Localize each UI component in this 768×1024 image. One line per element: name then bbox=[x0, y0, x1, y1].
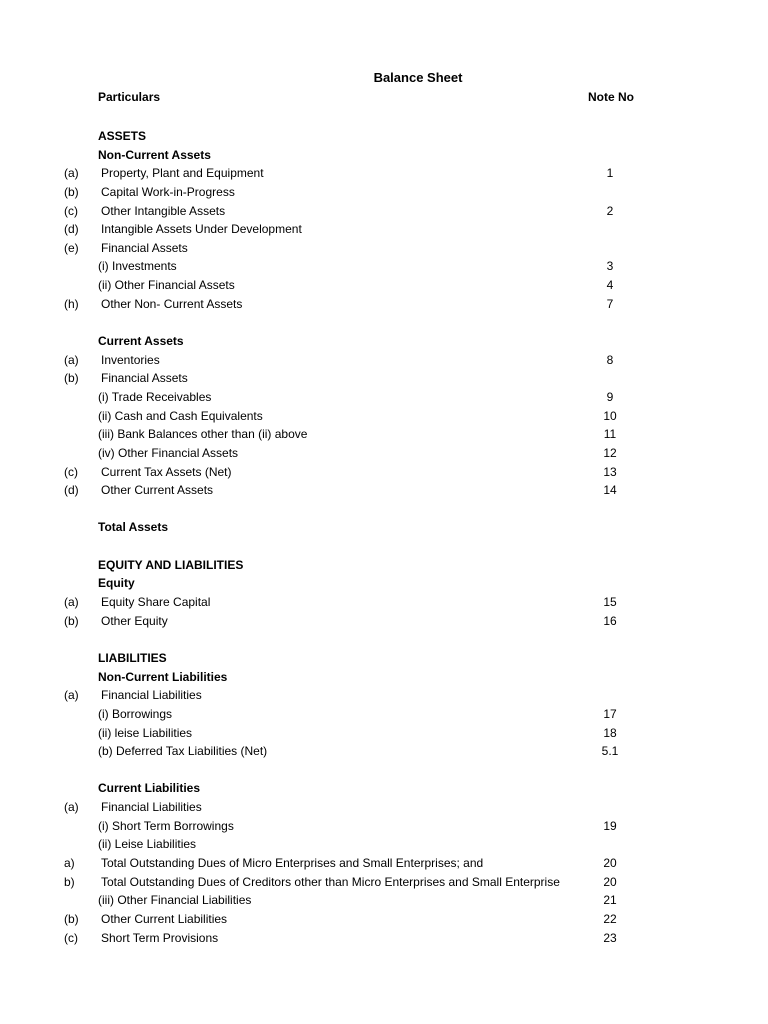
balance-sheet-row bbox=[0, 612, 768, 631]
row-particulars-label: (i) Short Term Borrowings bbox=[98, 818, 234, 833]
row-item-marker: (e) bbox=[64, 240, 79, 255]
row-item-marker: b) bbox=[64, 874, 75, 889]
row-particulars-label: Financial Liabilities bbox=[101, 688, 202, 703]
row-item-marker: (a) bbox=[64, 595, 79, 610]
balance-sheet-row bbox=[0, 668, 768, 687]
row-particulars-label: Financial Assets bbox=[101, 371, 188, 386]
row-particulars-label: Non-Current Assets bbox=[98, 147, 211, 162]
row-note-number: 5.1 bbox=[601, 744, 619, 759]
row-particulars-label: Equity Share Capital bbox=[101, 595, 211, 610]
balance-sheet-row bbox=[0, 295, 768, 314]
row-particulars-label: Other Equity bbox=[101, 613, 168, 628]
balance-sheet-row bbox=[0, 891, 768, 910]
balance-sheet-row bbox=[0, 425, 768, 444]
row-particulars-label: Total Outstanding Dues of Creditors other than Micro Enterprises and Small Enterprise bbox=[101, 874, 560, 889]
balance-sheet-row bbox=[0, 239, 768, 258]
row-particulars-label: Equity bbox=[98, 576, 135, 591]
row-particulars-label: (ii) Other Financial Assets bbox=[98, 278, 235, 293]
balance-sheet-row bbox=[0, 686, 768, 705]
balance-sheet-row bbox=[0, 257, 768, 276]
balance-sheet-row bbox=[0, 537, 768, 556]
row-item-marker: (a) bbox=[64, 800, 79, 815]
row-note-number: 20 bbox=[603, 855, 617, 870]
row-item-marker: (d) bbox=[64, 483, 79, 498]
balance-sheet-row bbox=[0, 910, 768, 929]
row-item-marker: (h) bbox=[64, 296, 79, 311]
row-particulars-label: Non-Current Liabilities bbox=[98, 669, 228, 684]
row-particulars-label: Financial Assets bbox=[101, 240, 188, 255]
row-item-marker: (b) bbox=[64, 613, 79, 628]
row-particulars-label: Other Intangible Assets bbox=[101, 203, 226, 218]
balance-sheet-row bbox=[0, 574, 768, 593]
row-particulars-label: Inventories bbox=[101, 352, 160, 367]
balance-sheet-row bbox=[0, 630, 768, 649]
row-particulars-label: Other Non- Current Assets bbox=[101, 296, 243, 311]
column-header-row bbox=[98, 90, 638, 108]
row-note-number: 4 bbox=[606, 278, 614, 293]
row-note-number: 12 bbox=[603, 445, 617, 460]
row-item-marker: (a) bbox=[64, 688, 79, 703]
row-particulars-label: (iii) Bank Balances other than (ii) above bbox=[98, 427, 308, 442]
row-note-number: 7 bbox=[606, 296, 614, 311]
row-note-number: 17 bbox=[603, 706, 617, 721]
balance-sheet-row bbox=[0, 724, 768, 743]
row-particulars-label: Current Tax Assets (Net) bbox=[101, 464, 232, 479]
row-particulars-label: Current Assets bbox=[98, 334, 184, 349]
row-note-number: 10 bbox=[603, 408, 617, 423]
row-item-marker: (d) bbox=[64, 222, 79, 237]
balance-sheet-row bbox=[0, 593, 768, 612]
row-note-number: 13 bbox=[603, 464, 617, 479]
row-note-number: 23 bbox=[603, 930, 617, 945]
row-particulars-label: (ii) Cash and Cash Equivalents bbox=[98, 408, 263, 423]
row-note-number: 9 bbox=[606, 389, 614, 404]
balance-sheet-row bbox=[0, 388, 768, 407]
balance-sheet-row bbox=[0, 817, 768, 836]
row-note-number: 20 bbox=[603, 874, 617, 889]
row-particulars-label: Property, Plant and Equipment bbox=[101, 166, 264, 181]
document-title: Balance Sheet bbox=[373, 70, 463, 85]
row-item-marker: (c) bbox=[64, 930, 78, 945]
balance-sheet-row bbox=[0, 556, 768, 575]
row-item-marker: (b) bbox=[64, 184, 79, 199]
balance-sheet-row bbox=[0, 276, 768, 295]
row-note-number: 21 bbox=[603, 893, 617, 908]
row-note-number: 1 bbox=[606, 166, 614, 181]
row-particulars-label: Intangible Assets Under Development bbox=[101, 222, 302, 237]
row-note-number: 3 bbox=[606, 259, 614, 274]
balance-sheet-row bbox=[0, 313, 768, 332]
balance-sheet-row bbox=[0, 518, 768, 537]
row-item-marker: a) bbox=[64, 855, 75, 870]
balance-sheet-row bbox=[0, 444, 768, 463]
row-particulars-label: (iii) Other Financial Liabilities bbox=[98, 893, 252, 908]
row-item-marker: (c) bbox=[64, 464, 78, 479]
particulars-column-header: Particulars bbox=[98, 90, 161, 104]
row-particulars-label: Total Outstanding Dues of Micro Enterprises and Small Enterprises; and bbox=[101, 855, 484, 870]
row-particulars-label: (ii) Leise Liabilities bbox=[98, 837, 197, 852]
row-item-marker: (a) bbox=[64, 352, 79, 367]
balance-sheet-row bbox=[0, 481, 768, 500]
row-particulars-label: (iv) Other Financial Assets bbox=[98, 445, 239, 460]
row-particulars-label: (b) Deferred Tax Liabilities (Net) bbox=[98, 744, 268, 759]
balance-sheet-row bbox=[0, 183, 768, 202]
balance-sheet-row bbox=[0, 705, 768, 724]
row-note-number: 19 bbox=[603, 818, 617, 833]
balance-sheet-row bbox=[0, 351, 768, 370]
row-particulars-label: Current Liabilities bbox=[98, 781, 201, 796]
balance-sheet-row bbox=[0, 779, 768, 798]
row-item-marker: (b) bbox=[64, 371, 79, 386]
row-particulars-label: Financial Liabilities bbox=[101, 800, 202, 815]
row-particulars-label: (i) Trade Receivables bbox=[98, 389, 212, 404]
row-particulars-label: (ii) leise Liabilities bbox=[98, 725, 193, 740]
balance-sheet-row bbox=[0, 407, 768, 426]
row-particulars-label: Short Term Provisions bbox=[101, 930, 219, 945]
balance-sheet-row bbox=[0, 835, 768, 854]
balance-sheet-row bbox=[0, 854, 768, 873]
balance-sheet-row bbox=[0, 798, 768, 817]
row-note-number: 15 bbox=[603, 595, 617, 610]
balance-sheet-row bbox=[0, 761, 768, 780]
row-item-marker: (c) bbox=[64, 203, 78, 218]
balance-sheet-row bbox=[0, 164, 768, 183]
balance-sheet-row bbox=[0, 873, 768, 892]
note-no-column-header: Note No bbox=[588, 90, 634, 104]
row-particulars-label: (i) Borrowings bbox=[98, 706, 173, 721]
balance-sheet-row bbox=[0, 500, 768, 519]
balance-sheet-row bbox=[0, 742, 768, 761]
row-particulars-label: LIABILITIES bbox=[98, 650, 167, 665]
balance-sheet-row bbox=[0, 332, 768, 351]
row-note-number: 22 bbox=[603, 911, 617, 926]
balance-sheet-row bbox=[0, 929, 768, 948]
balance-sheet-row bbox=[0, 220, 768, 239]
row-note-number: 11 bbox=[603, 427, 617, 442]
row-note-number: 8 bbox=[606, 352, 614, 367]
row-particulars-label: ASSETS bbox=[98, 129, 147, 143]
row-item-marker: (b) bbox=[64, 911, 79, 926]
balance-sheet-rows bbox=[0, 127, 768, 947]
row-particulars-label: Other Current Liabilities bbox=[101, 911, 228, 926]
row-particulars-label: Capital Work-in-Progress bbox=[101, 184, 235, 199]
row-item-marker: (a) bbox=[64, 166, 79, 181]
row-note-number: 2 bbox=[606, 203, 614, 218]
row-note-number: 18 bbox=[603, 725, 617, 740]
row-particulars-label: EQUITY AND LIABILITIES bbox=[98, 557, 244, 572]
row-note-number: 14 bbox=[603, 483, 617, 498]
row-particulars-label: Other Current Assets bbox=[101, 483, 214, 498]
balance-sheet-row bbox=[0, 463, 768, 482]
balance-sheet-row bbox=[0, 202, 768, 221]
balance-sheet-row bbox=[0, 369, 768, 388]
row-note-number: 16 bbox=[603, 613, 617, 628]
balance-sheet-row bbox=[0, 649, 768, 668]
row-particulars-label: (i) Investments bbox=[98, 259, 177, 274]
row-particulars-label: Total Assets bbox=[98, 520, 169, 535]
balance-sheet-row bbox=[0, 146, 768, 165]
balance-sheet-row bbox=[0, 127, 768, 146]
